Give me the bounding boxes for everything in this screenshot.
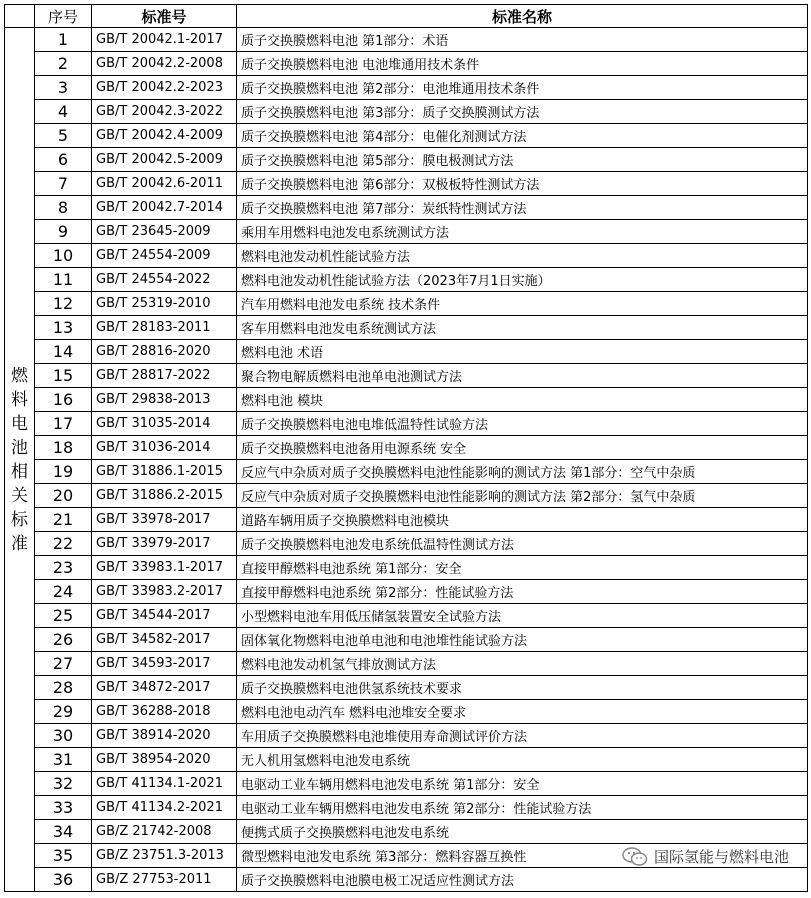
- table-row: [5, 508, 808, 532]
- table-row: [5, 76, 808, 100]
- seq-cell: 31: [35, 748, 92, 772]
- code-cell: GB/T 20042.4-2009: [92, 124, 237, 148]
- group-label-cell: [5, 28, 35, 892]
- code-cell: GB/T 33983.1-2017: [92, 556, 237, 580]
- seq-cell: 33: [35, 796, 92, 820]
- code-cell: GB/T 29838-2013: [92, 388, 237, 412]
- name-cell: 小型燃料电池车用低压储氢装置安全试验方法: [237, 604, 808, 628]
- code-cell: GB/T 31035-2014: [92, 412, 237, 436]
- code-cell: GB/T 34872-2017: [92, 676, 237, 700]
- seq-cell: 8: [35, 196, 92, 220]
- code-cell: GB/T 28817-2022: [92, 364, 237, 388]
- name-cell: 反应气中杂质对质子交换膜燃料电池性能影响的测试方法 第2部分：氢气中杂质: [237, 484, 808, 508]
- table-row: [5, 628, 808, 652]
- seq-cell: 7: [35, 172, 92, 196]
- code-cell: GB/Z 21742-2008: [92, 820, 237, 844]
- watermark-text: 国际氢能与燃料电池: [653, 848, 789, 866]
- table-row: [5, 580, 808, 604]
- table-row: [5, 604, 808, 628]
- seq-cell: 4: [35, 100, 92, 124]
- code-cell: GB/T 34593-2017: [92, 652, 237, 676]
- name-cell: 汽车用燃料电池发电系统 技术条件: [237, 292, 808, 316]
- code-cell: GB/T 20042.7-2014: [92, 196, 237, 220]
- code-cell: GB/T 36288-2018: [92, 700, 237, 724]
- name-cell: 电驱动工业车辆用燃料电池发电系统 第1部分：安全: [237, 772, 808, 796]
- seq-cell: 34: [35, 820, 92, 844]
- seq-cell: 2: [35, 52, 92, 76]
- name-cell: 燃料电池 术语: [237, 340, 808, 364]
- seq-cell: 10: [35, 244, 92, 268]
- code-cell: GB/Z 27753-2011: [92, 868, 237, 892]
- seq-cell: 27: [35, 652, 92, 676]
- name-cell: 反应气中杂质对质子交换膜燃料电池性能影响的测试方法 第1部分：空气中杂质: [237, 460, 808, 484]
- table-row: [5, 196, 808, 220]
- name-cell: 直接甲醇燃料电池系统 第1部分：安全: [237, 556, 808, 580]
- code-header: 标准号: [92, 5, 237, 28]
- watermark: [618, 846, 793, 867]
- seq-cell: 6: [35, 148, 92, 172]
- seq-cell: 17: [35, 412, 92, 436]
- table-row: [5, 700, 808, 724]
- code-cell: GB/T 20042.2-2008: [92, 52, 237, 76]
- table-row: [5, 52, 808, 76]
- code-cell: GB/T 20042.3-2022: [92, 100, 237, 124]
- seq-cell: 1: [35, 28, 92, 52]
- seq-cell: 36: [35, 868, 92, 892]
- name-cell: 电驱动工业车辆用燃料电池发电系统 第2部分：性能试验方法: [237, 796, 808, 820]
- name-cell: 质子交换膜燃料电池发电系统低温特性测试方法: [237, 532, 808, 556]
- table-row: [5, 532, 808, 556]
- seq-cell: 24: [35, 580, 92, 604]
- code-cell: GB/T 34582-2017: [92, 628, 237, 652]
- name-cell: 燃料电池发动机性能试验方法（2023年7月1日实施）: [237, 268, 808, 292]
- table-row: [5, 220, 808, 244]
- code-cell: GB/T 31886.2-2015: [92, 484, 237, 508]
- seq-cell: 21: [35, 508, 92, 532]
- seq-cell: 14: [35, 340, 92, 364]
- name-cell: 燃料电池发动机氢气排放测试方法: [237, 652, 808, 676]
- seq-cell: 19: [35, 460, 92, 484]
- table-row: [5, 124, 808, 148]
- seq-cell: 9: [35, 220, 92, 244]
- seq-cell: 35: [35, 844, 92, 868]
- table-row: [5, 556, 808, 580]
- table-row: [5, 28, 808, 52]
- name-cell: 乘用车用燃料电池发电系统测试方法: [237, 220, 808, 244]
- wechat-icon: [622, 847, 648, 867]
- code-cell: GB/T 33983.2-2017: [92, 580, 237, 604]
- code-cell: GB/T 31886.1-2015: [92, 460, 237, 484]
- name-cell: 质子交换膜燃料电池 第5部分：膜电极测试方法: [237, 148, 808, 172]
- code-cell: GB/T 20042.5-2009: [92, 148, 237, 172]
- table-row: [5, 364, 808, 388]
- name-cell: 质子交换膜燃料电池电堆低温特性试验方法: [237, 412, 808, 436]
- name-cell: 质子交换膜燃料电池 第4部分：电催化剂测试方法: [237, 124, 808, 148]
- name-cell: 质子交换膜燃料电池 第3部分：质子交换膜测试方法: [237, 100, 808, 124]
- seq-cell: 18: [35, 436, 92, 460]
- name-cell: 质子交换膜燃料电池膜电极工况适应性测试方法: [237, 868, 808, 892]
- name-cell: 道路车辆用质子交换膜燃料电池模块: [237, 508, 808, 532]
- table-row: [5, 268, 808, 292]
- table-row: [5, 316, 808, 340]
- name-cell: 客车用燃料电池发电系统测试方法: [237, 316, 808, 340]
- table-row: [5, 244, 808, 268]
- code-cell: GB/T 20042.1-2017: [92, 28, 237, 52]
- seq-cell: 28: [35, 676, 92, 700]
- code-cell: GB/T 33978-2017: [92, 508, 237, 532]
- table-row: [5, 172, 808, 196]
- table-row: [5, 652, 808, 676]
- seq-cell: 32: [35, 772, 92, 796]
- table-row: [5, 484, 808, 508]
- code-cell: GB/T 33979-2017: [92, 532, 237, 556]
- code-cell: GB/T 24554-2009: [92, 244, 237, 268]
- table-row: [5, 724, 808, 748]
- seq-cell: 12: [35, 292, 92, 316]
- seq-cell: 30: [35, 724, 92, 748]
- table-row: [5, 100, 808, 124]
- code-cell: GB/T 20042.2-2023: [92, 76, 237, 100]
- code-cell: GB/T 25319-2010: [92, 292, 237, 316]
- group-header-cell: [5, 5, 35, 28]
- table-row: [5, 148, 808, 172]
- name-cell: 质子交换膜燃料电池 第7部分：炭纸特性测试方法: [237, 196, 808, 220]
- name-cell: 直接甲醇燃料电池系统 第2部分：性能试验方法: [237, 580, 808, 604]
- code-cell: GB/T 31036-2014: [92, 436, 237, 460]
- code-cell: GB/T 38954-2020: [92, 748, 237, 772]
- name-cell: 便携式质子交换膜燃料电池发电系统: [237, 820, 808, 844]
- group-label: 燃料电池相关标准: [11, 365, 28, 554]
- name-cell: 车用质子交换膜燃料电池堆使用寿命测试评价方法: [237, 724, 808, 748]
- seq-cell: 23: [35, 556, 92, 580]
- table-row: [5, 436, 808, 460]
- seq-cell: 25: [35, 604, 92, 628]
- name-cell: 质子交换膜燃料电池 第6部分：双极板特性测试方法: [237, 172, 808, 196]
- name-cell: 燃料电池电动汽车 燃料电池堆安全要求: [237, 700, 808, 724]
- code-cell: GB/T 28183-2011: [92, 316, 237, 340]
- seq-header: 序号: [35, 5, 92, 28]
- code-cell: GB/T 20042.6-2011: [92, 172, 237, 196]
- name-cell: 质子交换膜燃料电池供氢系统技术要求: [237, 676, 808, 700]
- name-header: 标准名称: [237, 5, 808, 28]
- seq-cell: 15: [35, 364, 92, 388]
- table-header-row: [5, 5, 808, 28]
- name-cell: 质子交换膜燃料电池 第2部分：电池堆通用技术条件: [237, 76, 808, 100]
- seq-cell: 5: [35, 124, 92, 148]
- seq-cell: 13: [35, 316, 92, 340]
- table-row: [5, 388, 808, 412]
- name-cell: 质子交换膜燃料电池 第1部分：术语: [237, 28, 808, 52]
- seq-cell: 29: [35, 700, 92, 724]
- table-row: [5, 460, 808, 484]
- seq-cell: 16: [35, 388, 92, 412]
- code-cell: GB/T 23645-2009: [92, 220, 237, 244]
- seq-cell: 26: [35, 628, 92, 652]
- table-row: [5, 820, 808, 844]
- table-row: [5, 292, 808, 316]
- standards-table: [4, 4, 808, 892]
- table-row: [5, 340, 808, 364]
- code-cell: GB/T 41134.2-2021: [92, 796, 237, 820]
- code-cell: GB/T 41134.1-2021: [92, 772, 237, 796]
- seq-cell: 20: [35, 484, 92, 508]
- code-cell: GB/T 24554-2022: [92, 268, 237, 292]
- name-cell: 质子交换膜燃料电池 电池堆通用技术条件: [237, 52, 808, 76]
- name-cell: 无人机用氢燃料电池发电系统: [237, 748, 808, 772]
- table-row: [5, 676, 808, 700]
- name-cell: 质子交换膜燃料电池备用电源系统 安全: [237, 436, 808, 460]
- code-cell: GB/T 34544-2017: [92, 604, 237, 628]
- name-cell: 燃料电池发动机性能试验方法: [237, 244, 808, 268]
- code-cell: GB/T 38914-2020: [92, 724, 237, 748]
- name-cell: 聚合物电解质燃料电池单电池测试方法: [237, 364, 808, 388]
- table-row: [5, 868, 808, 892]
- name-cell: 燃料电池 模块: [237, 388, 808, 412]
- code-cell: GB/T 28816-2020: [92, 340, 237, 364]
- seq-cell: 3: [35, 76, 92, 100]
- name-cell: 固体氧化物燃料电池单电池和电池堆性能试验方法: [237, 628, 808, 652]
- table-row: [5, 772, 808, 796]
- table-row: [5, 748, 808, 772]
- table-row: [5, 796, 808, 820]
- code-cell: GB/Z 23751.3-2013: [92, 844, 237, 868]
- seq-cell: 22: [35, 532, 92, 556]
- seq-cell: 11: [35, 268, 92, 292]
- table-row: [5, 412, 808, 436]
- name-cell: 微型燃料电池发电系统 第3部分：燃料容器互换性: [237, 844, 808, 868]
